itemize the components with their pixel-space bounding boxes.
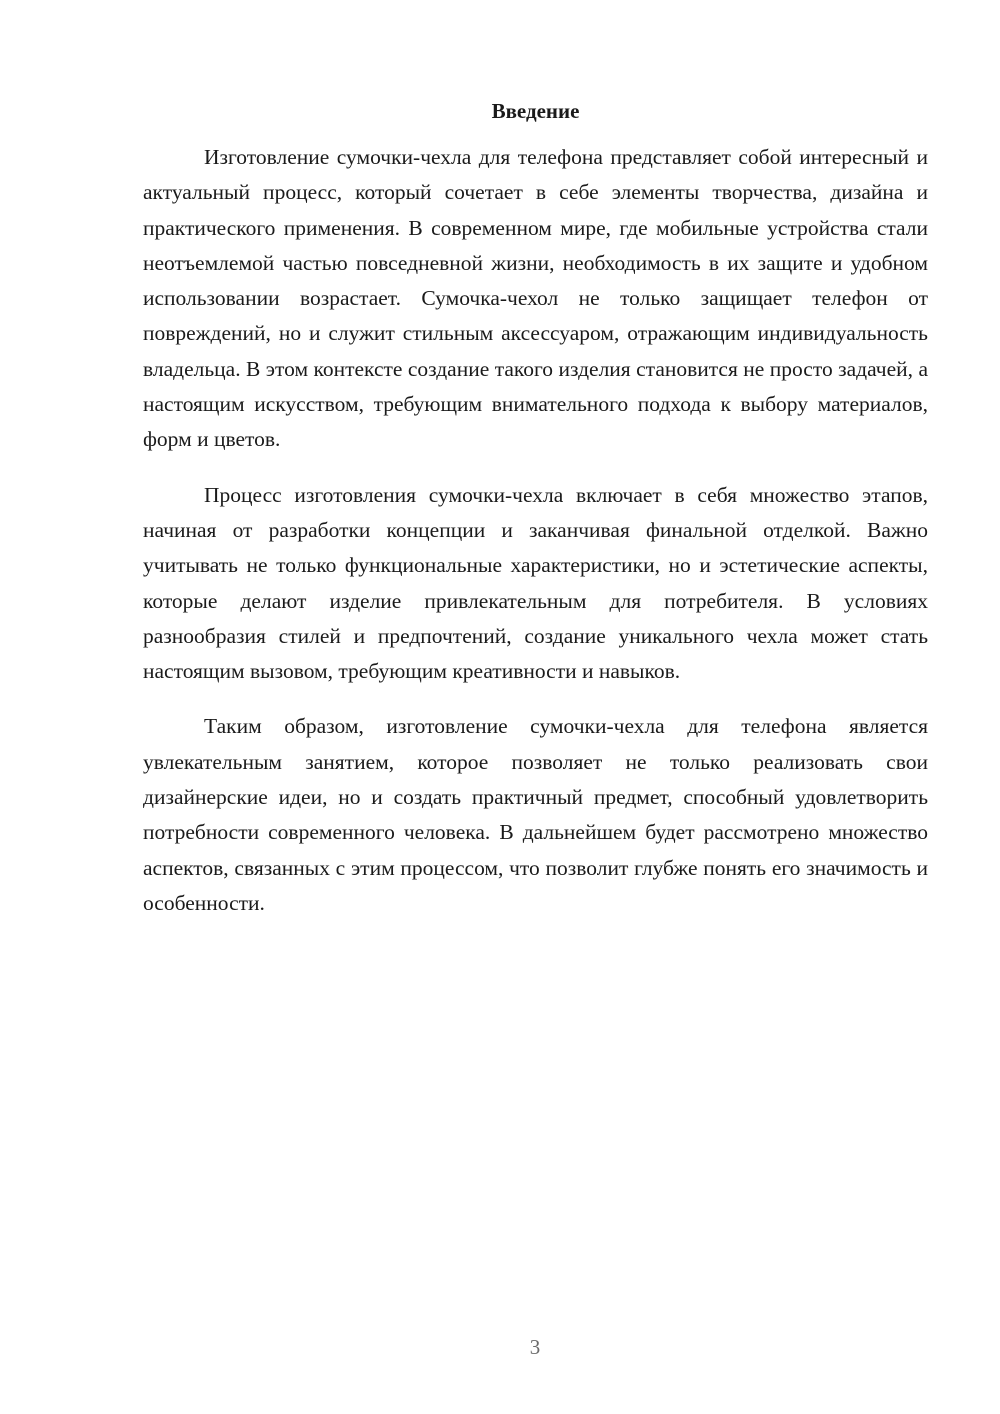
page-number: 3	[529, 1335, 541, 1359]
page-content	[143, 96, 928, 941]
paragraph-2: Процесс изготовления сумочки-чехла включает в себя множество этапов, начиная от разработки концепции и заканчивая финальной отделкой. Важно учитывать не только функциональные характеристики, но и эстетические аспекты, которые делают изделие привлекательным для потребителя. В условиях разнообразия стилей и предпочтений, создание уникального чехла может стать настоящим вызовом, требующим креативности и навыков.	[143, 482, 928, 684]
paragraph-1: Изготовление сумочки-чехла для телефона представляет собой интересный и актуальный процесс, который сочетает в себе элементы творчества, дизайна и практического применения. В современном мире, где мобильные устройства стали неотъемлемой частью повседневной жизни, необходимость в их защите и удобном использовании возрастает. Сумочка-чехол не только защищает телефон от повреждений, но и служит стильным аксессуаром, отражающим индивидуальность владельца. В этом контексте создание такого изделия становится не просто задачей, а настоящим искусством, требующим внимательного подхода к выбору материалов, форм и цветов.	[143, 145, 928, 452]
paragraph-3: Таким образом, изготовление сумочки-чехла для телефона является увлекательным занятием, которое позволяет не только реализовать свои дизайнерские идеи, но и создать практичный предмет, способный удовлетворить потребности современного человека. В дальнейшем будет рассмотрено множество аспектов, связанных с этим процессом, что позволит глубже понять его значимость и особенности.	[143, 714, 928, 915]
section-heading: Введение	[491, 99, 580, 123]
